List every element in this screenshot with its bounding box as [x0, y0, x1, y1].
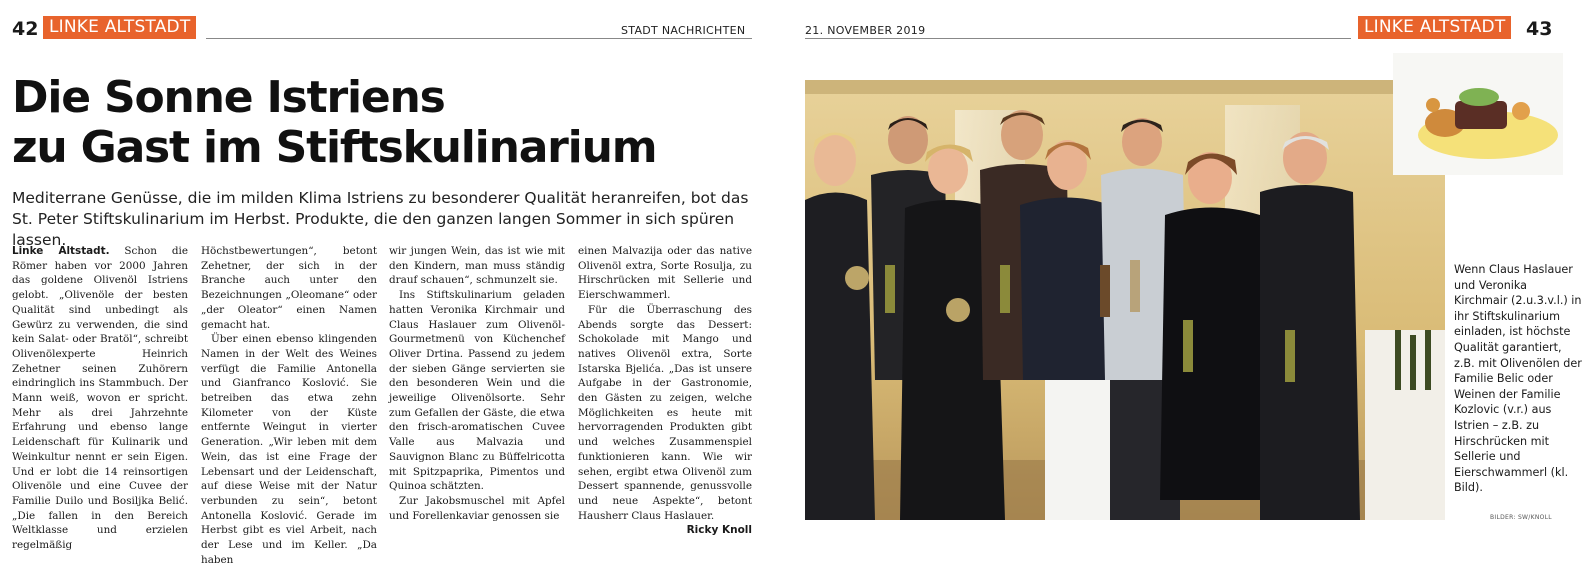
- col4-paragraph-2: Für die Überraschung des Abends sorgte das Dessert: Schokolade mit Mango und natives Olivenöl extra, Sorte Istarska Bjelića. „Das ist unsere Aufgabe in der Gastronomie, den Gästen zu zeigen, welche Möglichkeiten es heute mit hervorragenden Produkten gibt und welches Zusammenspiel funktionieren kann. Wie wir sehen, ergibt etwa Olivenöl zum Dessert spannende, genussvolle und neue Aspekte“, betont Hausherr Claus Haslauer.: [578, 303, 752, 522]
- headline-line-1: Die Sonne Istriens: [12, 72, 445, 123]
- page-number-left: 42: [12, 18, 39, 40]
- issue-date: 21. NOVEMBER 2019: [805, 24, 926, 37]
- body-column-2: [201, 244, 377, 567]
- author-byline: Ricky Knoll: [686, 524, 752, 537]
- photo-caption: Wenn Claus Haslauer und Veronika Kirchmair (2.u.3.v.l.) in ihr Stiftskulinarium einladen, ist höchste Qualität garantiert, z.B. mit Olivenölen der Familie Belic oder Weinen der Familie Kozlovic (v.r.) aus Istrien – z.B. zu Hirschrücken mit Sellerie und Eierschwammerl (kl. Bild).: [1454, 263, 1582, 495]
- col1-text: Schon die Römer haben vor 2000 Jahren das goldene Olivenöl Istriens gelobt. „Olivenöle der besten Qualität sind unbedingt als Gewürz zu verwenden, die sind kein Salat- oder Bratöl“, schreibt Olivenölexperte Heinrich Zehetner seinen Zuhörern eindringlich ins Stammbuch. Der Mann weiß, wovon er spricht. Mehr als drei Jahrzehnte Erfahrung und ebenso lange Leidenschaft für Kulinarik und Weinkultur nennt er sein Eigen. Und er lobt die 14 reinsortigen Olivenöle und eine Cuvee der Familie Duilo und Bosiljka Belić. „Die fallen in den Bereich Weltklasse und erzielen regelmäßig: [12, 245, 188, 552]
- header-rule-left: [206, 38, 752, 39]
- article-headline: [12, 73, 772, 173]
- col2-paragraph-1: Höchstbewertungen“, betont Zehetner, der sich in der Branche auch unter den Bezeichnungen „Oleomane“ oder „der Oleator“ einen Namen gemacht hat.: [201, 245, 377, 331]
- header-rule-right: [805, 38, 1351, 39]
- page-number-right: 43: [1526, 18, 1553, 40]
- col2-paragraph-2: Über einen ebenso klingenden Namen in der Welt des Weines verfügt die Familie Antonella und Gianfranco Koslović. Sie betreiben das etwa zehn Kilometer von der Küste entfernte Weingut in vierter Generation. „Wir leben mit dem Wein, das ist eine Frage der Lebensart und der Leidenschaft, auf diese Weise mit der Natur verbunden zu sein“, betont Antonella Koslović. Gerade im Herbst gibt es viel Arbeit, nach der Lese und im Keller. „Da haben: [201, 333, 377, 566]
- body-column-3: [389, 244, 565, 523]
- dateline: Linke Altstadt.: [12, 245, 110, 257]
- col4-paragraph-1: einen Malvazija oder das native Olivenöl extra, Sorte Rosulja, zu Hirschrücken mit Sellerie und Eierschwammerl.: [578, 245, 752, 302]
- col3-paragraph-3: Zur Jakobsmuschel mit Apfel und Forellenkaviar genossen sie: [389, 494, 565, 522]
- photo-credit: BILDER: SW/KNOLL: [1490, 514, 1552, 521]
- section-label-left: LINKE ALTSTADT: [43, 16, 196, 39]
- col3-paragraph-2: Ins Stiftskulinarium geladen hatten Veronika Kirchmair und Claus Haslauer zum Olivenöl-Gourmetmenü von Küchenchef Oliver Drtina. Passend zu jedem der sieben Gänge servierten sie den besonderen Wein und die jeweilige Olivenölsorte. Sehr zum Gefallen der Gäste, die etwa den frisch-aromatischen Cuvee Valle aus Malvazia und Sauvignon Blanc zu Büffelricotta mit Spitzpaprika, Pimentos und Quinoa schätzten.: [389, 289, 565, 493]
- col3-paragraph-1: wir jungen Wein, das ist wie mit den Kindern, man muss ständig drauf schauen“, schmunzelt sie.: [389, 245, 565, 287]
- headline-line-2: zu Gast im Stiftskulinarium: [12, 122, 657, 173]
- article-lead: Mediterrane Genüsse, die im milden Klima Istriens zu besonderer Qualität heranreifen, bot das St. Peter Stiftskulinarium im Herbst. Produkte, die den ganzen langen Sommer in sich spüren lassen.: [12, 189, 749, 249]
- group-photo: [805, 80, 1445, 520]
- running-title: STADT NACHRICHTEN: [621, 24, 746, 37]
- body-column-4: [578, 244, 752, 538]
- body-column-1: [12, 244, 188, 553]
- section-label-right: LINKE ALTSTADT: [1358, 16, 1511, 39]
- dish-photo: [1393, 53, 1563, 175]
